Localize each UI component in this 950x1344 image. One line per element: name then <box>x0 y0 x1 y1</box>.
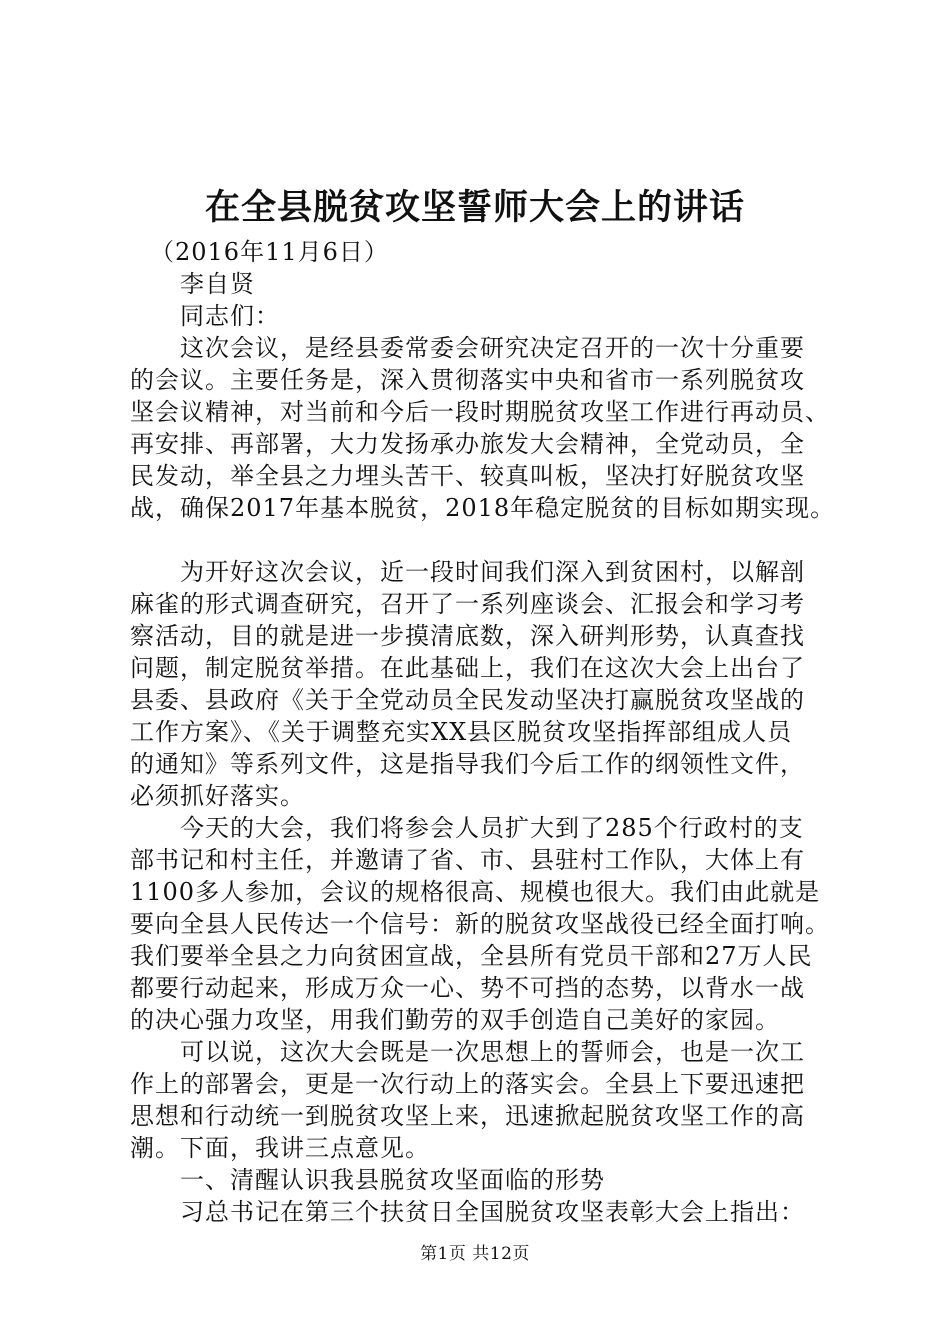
text-line: 我们要举全县之力向贫困宣战，全县所有党员干部和27万人民 <box>130 942 813 970</box>
text-line: 可以说，这次大会既是一次思想上的誓师会，也是一次工 <box>180 1038 805 1066</box>
text-line: 民发动，举全县之力埋头苦干、较真叫板，坚决打好脱贫攻坚 <box>130 462 805 490</box>
text-line: 县委、县政府《关于全党动员全民发动坚决打赢脱贫攻坚战的 <box>130 686 805 714</box>
text-line: 察活动，目的就是进一步摸清底数，深入研判形势，认真查找 <box>130 622 805 650</box>
text-line: 要向全县人民传达一个信号：新的脱贫攻坚战役已经全面打响。 <box>130 910 830 938</box>
text-line: 的通知》等系列文件，这是指导我们今后工作的纲领性文件， <box>130 750 805 778</box>
text-line: 为开好这次会议，近一段时间我们深入到贫困村，以解剖 <box>180 558 805 586</box>
page-footer: 第1页 共12页 <box>420 1244 530 1264</box>
body-lines <box>130 332 834 1228</box>
text-line: 潮。下面，我讲三点意见。 <box>130 1134 430 1162</box>
text-line: 坚会议精神，对当前和今后一段时期脱贫攻坚工作进行再动员、 <box>130 398 830 426</box>
text-line: 再安排、再部署，大力发扬承办旅发大会精神，全党动员，全 <box>130 430 805 458</box>
speech-date: （2016年11月6日） <box>150 238 389 266</box>
blank-line <box>130 524 834 556</box>
text-line: 习总书记在第三个扶贫日全国脱贫攻坚表彰大会上指出： <box>180 1198 805 1226</box>
document-body <box>130 236 834 1228</box>
text-line: 思想和行动统一到脱贫攻坚上来，迅速掀起脱贫攻坚工作的高 <box>130 1102 805 1130</box>
document-title: 在全县脱贫攻坚誓师大会上的讲话 <box>204 187 745 228</box>
text-line: 都要行动起来，形成万众一心、势不可挡的态势，以背水一战 <box>130 974 805 1002</box>
text-line: 麻雀的形式调查研究，召开了一系列座谈会、汇报会和学习考 <box>130 590 805 618</box>
text-line: 战，确保2017年基本脱贫，2018年稳定脱贫的目标如期实现。 <box>130 494 836 522</box>
text-line: 的决心强力攻坚，用我们勤劳的双手创造自己美好的家园。 <box>130 1006 780 1034</box>
text-line: 今天的大会，我们将参会人员扩大到了285个行政村的支 <box>180 814 804 842</box>
text-line: 部书记和村主任，并邀请了省、市、县驻村工作队，大体上有 <box>130 846 805 874</box>
text-line: 1100多人参加，会议的规格很高、规模也很大。我们由此就是 <box>130 878 821 906</box>
text-line: 这次会议，是经县委常委会研究决定召开的一次十分重要 <box>180 334 805 362</box>
speaker-name: 李自贤 <box>180 270 255 298</box>
text-line: 作上的部署会，更是一次行动上的落实会。全县上下要迅速把 <box>130 1070 805 1098</box>
text-line: 必须抓好落实。 <box>130 782 305 810</box>
text-line: 问题，制定脱贫举措。在此基础上，我们在这次大会上出台了 <box>130 654 805 682</box>
text-line: 一、清醒认识我县脱贫攻坚面临的形势 <box>180 1166 605 1194</box>
text-line: 工作方案》、《关于调整充实XX县区脱贫攻坚指挥部组成人员 <box>130 718 793 746</box>
text-line: 的会议。主要任务是，深入贯彻落实中央和省市一系列脱贫攻 <box>130 366 805 394</box>
greeting: 同志们： <box>180 302 280 330</box>
